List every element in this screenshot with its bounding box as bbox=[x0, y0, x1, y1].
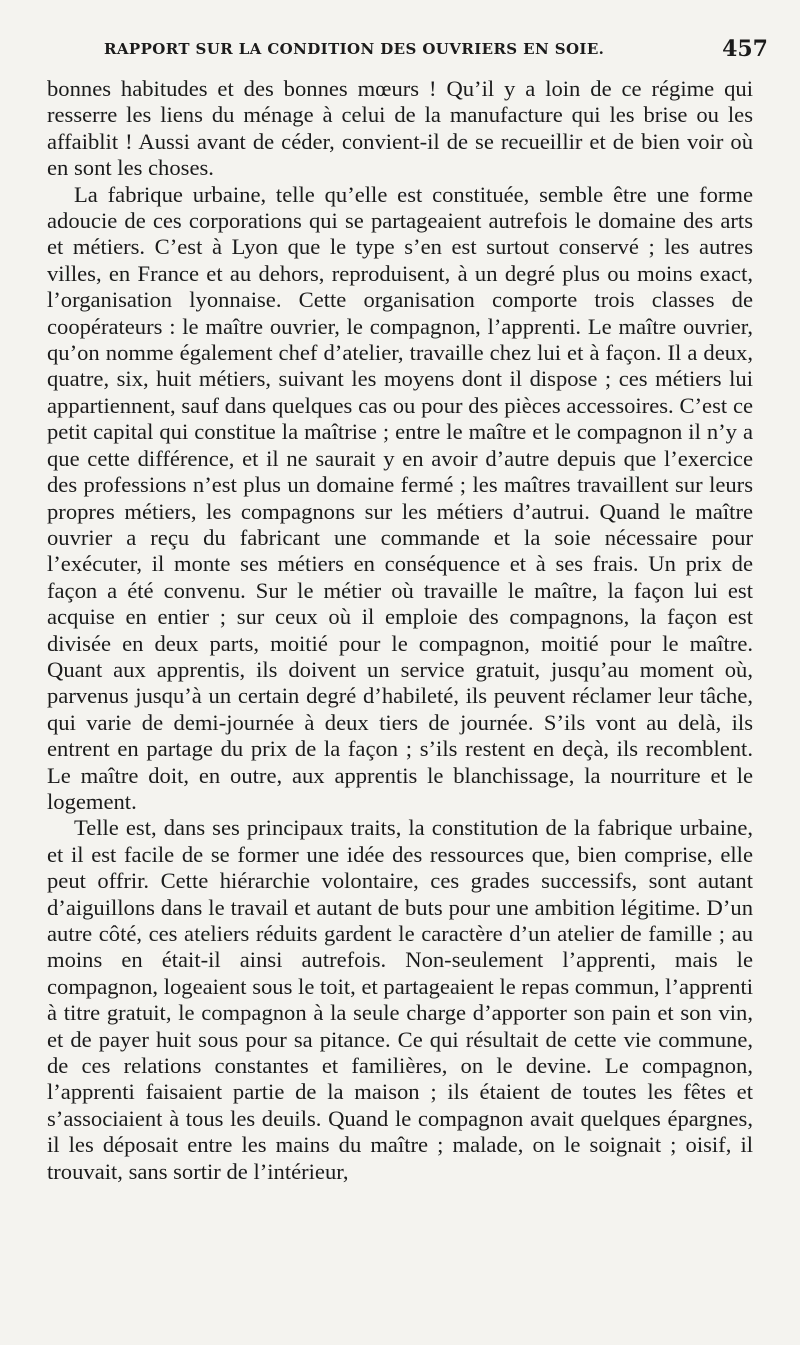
body-text bbox=[47, 76, 753, 1185]
page-number: 457 bbox=[722, 36, 768, 62]
paragraph-constitution: Telle est, dans ses principaux traits, la constitution de la fabrique urbaine, et il est facile de se former une idée des ressources que, bien comprise, elle peut offrir. Cette hiérarchie volontaire, ces grades successifs, sont autant d’aiguillons dans le travail et autant de buts pour une ambition légitime. D’un autre côté, ces ateliers réduits gardent le caractère d’un atelier de famille ; au moins en était-il ainsi autrefois. Non-seulement l’apprenti, mais le compagnon, logeaient sous le toit, et partageaient le repas commun, l’apprenti à titre gratuit, le compagnon à la seule charge d’apporter son pain et son vin, et de payer huit sous pour sa pitance. Ce qui résultait de cette vie commune, de ces relations constantes et familières, on le devine. Le compagnon, l’apprenti faisaient partie de la maison ; ils étaient de toutes les fêtes et s’associaient à tous les deuils. Quand le compagnon avait quelques épargnes, il les déposait entre les mains du maître ; malade, on le soignait ; oisif, il trouvait, sans sortir de l’intérieur, bbox=[47, 815, 753, 1184]
running-title: RAPPORT SUR LA CONDITION DES OUVRIERS EN SOIE. bbox=[104, 40, 605, 58]
paragraph-fabrique-urbaine: La fabrique urbaine, telle qu’elle est constituée, semble être une forme adoucie de ces corporations qui se partageaient autrefois le domaine des arts et métiers. C’est à Lyon que le type s’en est surtout conservé ; les autres villes, en France et au dehors, reproduisent, à un degré plus ou moins exact, l’organisation lyonnaise. Cette organisation comporte trois classes de coopérateurs : le maître ouvrier, le compagnon, l’apprenti. Le maître ouvrier, qu’on nomme également chef d’atelier, travaille chez lui et à façon. Il a deux, quatre, six, huit métiers, suivant les moyens dont il dispose ; ces métiers lui appartiennent, sauf dans quelques cas ou pour des pièces accessoires. C’est ce petit capital qui constitue la maîtrise ; entre le maître et le compagnon il n’y a que cette différence, et il ne saurait y en avoir d’autre depuis que l’exercice des professions n’est plus un domaine fermé ; les maîtres travaillent sur leurs propres métiers, les compagnons sur les métiers d’autrui. Quand le maître ouvrier a reçu du fabricant une commande et la soie nécessaire pour l’exécuter, il monte ses métiers en conséquence et à ses frais. Un prix de façon a été convenu. Sur le métier où travaille le maître, la façon lui est acquise en entier ; sur ceux où il emploie des compagnons, la façon est divisée en deux parts, moitié pour le compagnon, moitié pour le maître. Quant aux apprentis, ils doivent un service gratuit, jusqu’au moment où, parvenus jusqu’à un certain degré d’habileté, ils peuvent réclamer leur tâche, qui varie de demi-journée à deux tiers de journée. S’ils vont au delà, ils entrent en partage du prix de la façon ; s’ils restent en deçà, ils recomblent. Le maître doit, en outre, aux apprentis le blanchissage, la nourriture et le logement. bbox=[47, 181, 753, 814]
paragraph-continued: bonnes habitudes et des bonnes mœurs ! Qu’il y a loin de ce régime qui resserre les liens du ménage à celui de la manufacture qui les brise ou les affaiblit ! Aussi avant de céder, convient-il de se recueillir et de bien voir où en sont les choses. bbox=[47, 76, 753, 181]
running-head bbox=[104, 36, 768, 66]
